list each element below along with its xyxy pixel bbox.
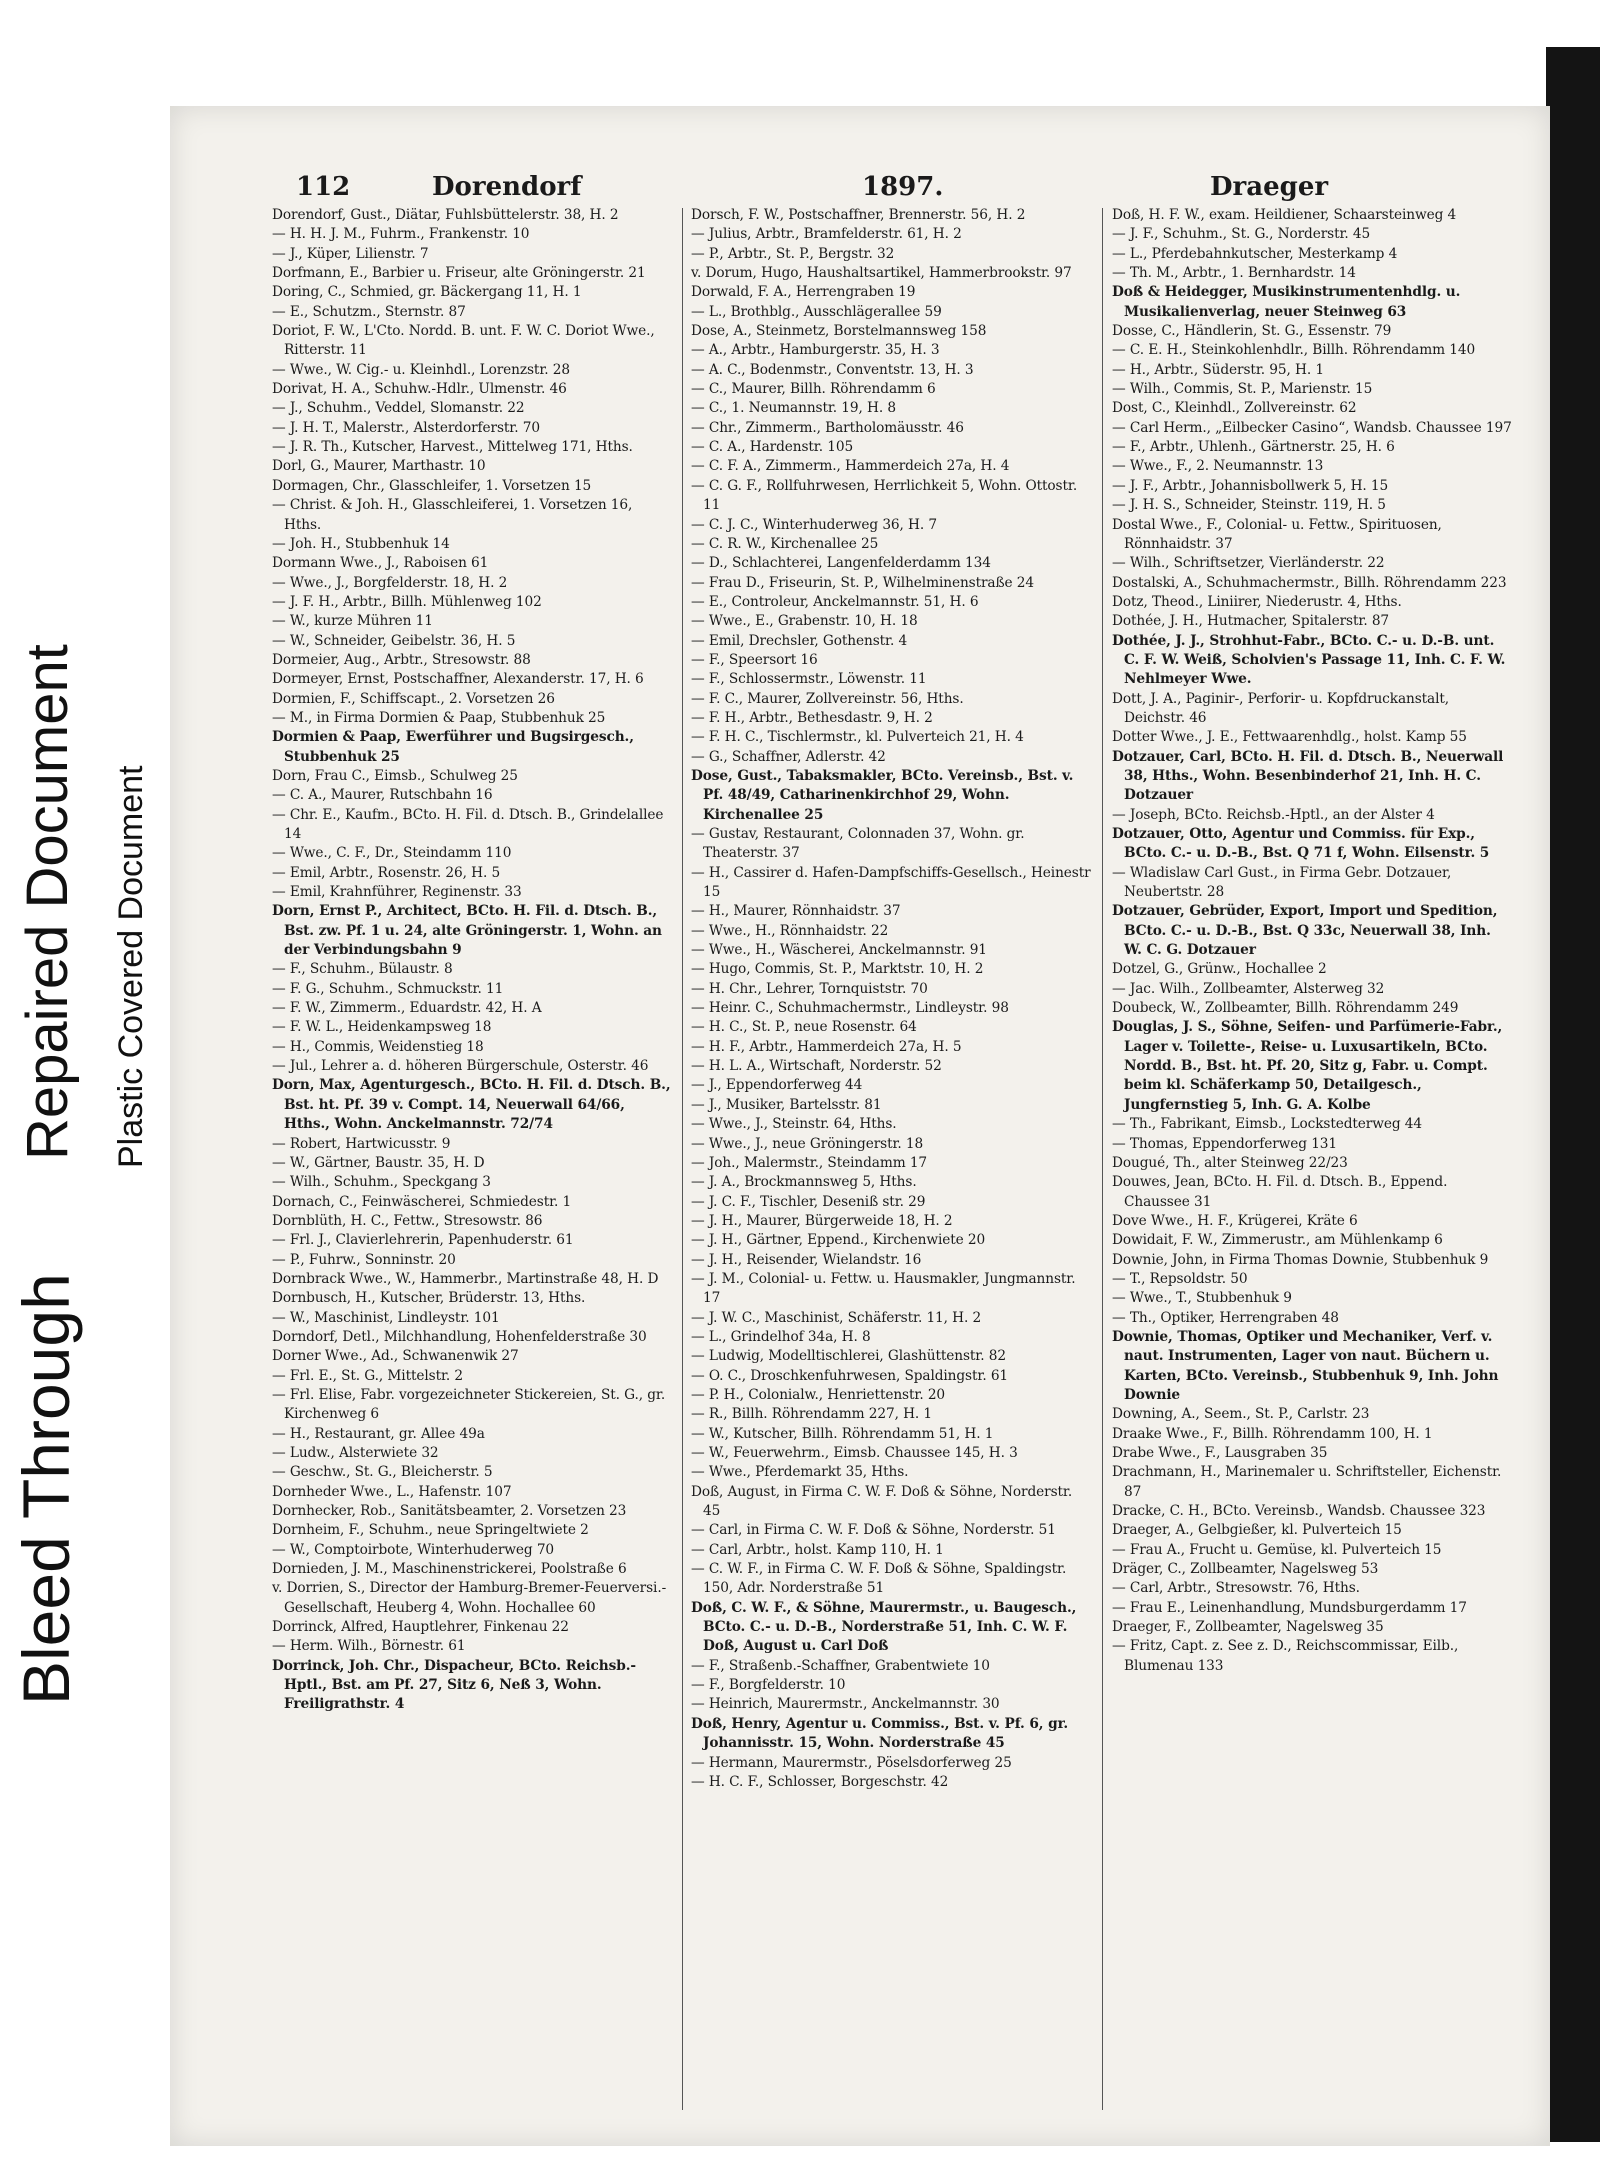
directory-entry: — Wilh., Schriftsetzer, Vierländerstr. 22	[1112, 555, 1385, 572]
directory-entry: — J. H. S., Schneider, Steinstr. 119, H. 5	[1112, 497, 1386, 514]
directory-entry: Dowidait, F. W., Zimmerustr., am Mühlenkamp 6	[1112, 1232, 1443, 1249]
directory-entry: Downie, John, in Firma Thomas Downie, Stubbenhuk 9	[1112, 1251, 1489, 1268]
directory-entry: — Joseph, BCto. Reichsb.-Hptl., an der Alster 4	[1112, 806, 1435, 823]
directory-entry: — C. G. F., Rollfuhrwesen, Herrlichkeit 5, Wohn. Ottostr. 11	[691, 477, 1078, 514]
directory-entry: v. Dorum, Hugo, Haushaltsartikel, Hammerbrookstr. 97	[691, 265, 1072, 282]
directory-entry: Dormeyer, Ernst, Postschaffner, Alexanderstr. 17, H. 6	[272, 671, 644, 688]
running-header	[170, 172, 1550, 206]
directory-entry: — Wwe., F., 2. Neumannstr. 13	[1112, 458, 1324, 475]
column-1	[272, 206, 672, 1715]
directory-entry: — Joh., Malermstr., Steindamm 17	[691, 1154, 928, 1171]
directory-entry: Downing, A., Seem., St. P., Carlstr. 23	[1112, 1406, 1370, 1423]
directory-entry: — C. A., Hardenstr. 105	[691, 439, 854, 456]
directory-entry: — Ludwig, Modelltischlerei, Glashüttenstr. 82	[691, 1348, 1006, 1365]
directory-entry: — J., Musiker, Bartelsstr. 81	[691, 1096, 882, 1113]
directory-entry: — Wwe., J., Steinstr. 64, Hths.	[691, 1116, 897, 1133]
directory-entry: — C. F. A., Zimmerm., Hammerdeich 27a, H. 4	[691, 458, 1010, 475]
directory-entry: Dostal Wwe., F., Colonial- u. Fettw., Spirituosen, Rönnhaidstr. 37	[1112, 516, 1442, 552]
directory-entry: — J. F. H., Arbtr., Billh. Mühlenweg 102	[272, 593, 542, 610]
directory-entry: — F. G., Schuhm., Schmuckstr. 11	[272, 980, 504, 997]
directory-entry: Dorivat, H. A., Schuhw.-Hdlr., Ulmenstr. 46	[272, 381, 567, 398]
directory-entry: — F. W., Zimmerm., Eduardstr. 42, H. A	[272, 1000, 542, 1017]
directory-entry: Downie, Thomas, Optiker und Mechaniker, Verf. v. naut. Instrumenten, Lager von naut. Büchern u. Karten, BCto. Vereinsb., Stubbenhuk 9, Inh. John Downie	[1112, 1328, 1499, 1403]
directory-entry: — Emil, Krahnführer, Reginenstr. 33	[272, 884, 522, 901]
directory-entry: — Christ. & Joh. H., Glasschleiferei, 1. Vorsetzen 16, Hths.	[272, 497, 633, 533]
directory-entry: Dose, Gust., Tabaksmakler, BCto. Vereinsb., Bst. v. Pf. 48/49, Catharinenkirchhof 29, Wohn. Kirchenallee 25	[691, 767, 1074, 823]
directory-entry: Dornbrack Wwe., W., Hammerbr., Martinstraße 48, H. D	[272, 1270, 659, 1287]
directory-entry: — Joh. H., Stubbenhuk 14	[272, 535, 450, 552]
directory-entry: — J. A., Brockmannsweg 5, Hths.	[691, 1174, 917, 1191]
directory-entry: Dost, C., Kleinhdl., Zollvereinstr. 62	[1112, 400, 1357, 417]
directory-page	[170, 106, 1550, 2146]
page-number: 112	[296, 172, 351, 202]
directory-entry: — Wladislaw Carl Gust., in Firma Gebr. Dotzauer, Neubertstr. 28	[1112, 864, 1452, 901]
directory-entry: Dorrinck, Alfred, Hauptlehrer, Finkenau 22	[272, 1619, 569, 1636]
directory-entry: — F., Arbtr., Uhlenh., Gärtnerstr. 25, H. 6	[1112, 439, 1395, 456]
directory-entry: Doring, C., Schmied, gr. Bäckergang 11, H. 1	[272, 284, 582, 301]
directory-entry: — Frl. Elise, Fabr. vorgezeichneter Stickereien, St. G., gr. Kirchenweg 6	[272, 1386, 666, 1423]
directory-entry: — F. H., Arbtr., Bethesdastr. 9, H. 2	[691, 709, 933, 726]
directory-entry: — L., Brothblg., Ausschlägerallee 59	[691, 303, 942, 320]
directory-entry: Dornach, C., Feinwäscherei, Schmiedestr. 1	[272, 1193, 572, 1210]
directory-entry: Drachmann, H., Marinemaler u. Schriftsteller, Eichenstr. 87	[1112, 1464, 1502, 1500]
directory-entry: — Heinrich, Maurermstr., Anckelmannstr. 30	[691, 1696, 1000, 1713]
directory-entry: — Fritz, Capt. z. See z. D., Reichscommissar, Eilb., Blumenau 133	[1112, 1638, 1459, 1674]
year-heading: 1897.	[862, 172, 944, 202]
directory-entry: — H., Commis, Weidenstieg 18	[272, 1038, 484, 1055]
directory-entry: — Hugo, Commis, St. P., Marktstr. 10, H. 2	[691, 961, 984, 978]
directory-entry: — H. H. J. M., Fuhrm., Frankenstr. 10	[272, 226, 530, 243]
column-rule	[1102, 208, 1103, 2110]
directory-entry: — Th., Fabrikant, Eimsb., Lockstedterweg 44	[1112, 1116, 1422, 1133]
directory-entry: — P., Fuhrw., Sonninstr. 20	[272, 1251, 456, 1268]
directory-entry: Dotzauer, Otto, Agentur und Commiss. für Exp., BCto. C.- u. D.-B., Bst. Q 71 f, Wohn. Eilsenstr. 5	[1112, 826, 1490, 862]
directory-entry: — Carl, Arbtr., Stresowstr. 76, Hths.	[1112, 1580, 1360, 1597]
directory-entry: Dothée, J. H., Hutmacher, Spitalerstr. 87	[1112, 613, 1390, 630]
directory-entry: — J. F., Arbtr., Johannisbollwerk 5, H. 15	[1112, 477, 1389, 494]
directory-entry: — J. H., Maurer, Bürgerweide 18, H. 2	[691, 1212, 953, 1229]
directory-entry: Dorner Wwe., Ad., Schwanenwik 27	[272, 1348, 519, 1365]
directory-entry: — Frau D., Friseurin, St. P., Wilhelminenstraße 24	[691, 574, 1035, 591]
directory-entry: — F., Schuhm., Bülaustr. 8	[272, 961, 453, 978]
directory-entry: — Emil, Drechsler, Gothenstr. 4	[691, 632, 908, 649]
directory-entry: — W., Comptoirbote, Winterhuderweg 70	[272, 1541, 555, 1558]
directory-entry: — Carl Herm., „Eilbecker Casino“, Wandsb. Chaussee 197	[1112, 419, 1512, 436]
directory-entry: Dormagen, Chr., Glasschleifer, 1. Vorsetzen 15	[272, 477, 592, 494]
directory-entry: — F., Speersort 16	[691, 651, 818, 668]
directory-entry: Dorwald, F. A., Herrengraben 19	[691, 284, 916, 301]
directory-entry: Dorendorf, Gust., Diätar, Fuhlsbüttelerstr. 38, H. 2	[272, 207, 619, 223]
directory-entry: Doß, C. W. F., & Söhne, Maurermstr., u. Baugesch., BCto. C.- u. D.-B., Norderstraße 51, Inh. C. W. F. Doß, August u. Carl Doß	[691, 1599, 1077, 1655]
directory-entry: — Wwe., E., Grabenstr. 10, H. 18	[691, 613, 918, 630]
directory-entry: Doß, August, in Firma C. W. F. Doß & Söhne, Norderstr. 45	[691, 1483, 1073, 1520]
directory-entry: Douglas, J. S., Söhne, Seifen- und Parfümerie-Fabr., Lager v. Toilette-, Reise- u. Luxusartikeln, BCto. Nordd. B., Bst. ht. Pf. 20, Sitz g, Fabr. u. Compt. beim kl. Schäferkamp 50, Detailgesch., Jungfernstieg 5, Inh. G. A. Kolbe	[1112, 1019, 1503, 1113]
directory-entry: — H., Restaurant, gr. Allee 49a	[272, 1425, 485, 1442]
directory-entry: Dorl, G., Maurer, Marthastr. 10	[272, 458, 486, 475]
directory-entry: — Frl. E., St. G., Mittelstr. 2	[272, 1367, 464, 1384]
directory-entry: Dosse, C., Händlerin, St. G., Essenstr. 79	[1112, 323, 1392, 340]
directory-entry: Dormien & Paap, Ewerführer und Bugsirgesch., Stubbenhuk 25	[272, 729, 634, 765]
directory-entry: — W., Schneider, Geibelstr. 36, H. 5	[272, 632, 516, 649]
directory-entry: — C., Maurer, Billh. Röhrendamm 6	[691, 381, 936, 398]
directory-entry: Douwes, Jean, BCto. H. Fil. d. Dtsch. B., Eppend. Chaussee 31	[1112, 1174, 1448, 1210]
directory-entry: Dotzauer, Carl, BCto. H. Fil. d. Dtsch. B., Neuerwall 38, Hths., Wohn. Besenbinderhof 21, Inh. H. C. Dotzauer	[1112, 748, 1504, 804]
directory-entry: — Herm. Wilh., Börnestr. 61	[272, 1638, 466, 1655]
directory-entry: — Frl. J., Clavierlehrerin, Papenhuderstr. 61	[272, 1232, 574, 1249]
directory-entry: — H., Maurer, Rönnhaidstr. 37	[691, 903, 901, 920]
directory-entry: — C. R. W., Kirchenallee 25	[691, 535, 879, 552]
directory-entry: — H. Chr., Lehrer, Tornquiststr. 70	[691, 980, 928, 997]
directory-entry: — D., Schlachterei, Langenfelderdamm 134	[691, 555, 991, 572]
directory-entry: — A. C., Bodenmstr., Conventstr. 13, H. 3	[691, 361, 974, 378]
directory-entry: — W., Gärtner, Baustr. 35, H. D	[272, 1154, 485, 1171]
directory-entry: — W., Maschinist, Lindleystr. 101	[272, 1309, 500, 1326]
directory-entry: — F. W. L., Heidenkampsweg 18	[272, 1019, 492, 1036]
directory-entry: Dorn, Ernst P., Architect, BCto. H. Fil. d. Dtsch. B., Bst. zw. Pf. 1 u. 24, alte Gröningerstr. 1, Wohn. an der Verbindungsbahn 9	[272, 903, 662, 959]
directory-entry: — L., Grindelhof 34a, H. 8	[691, 1328, 871, 1345]
directory-entry: — Th. M., Arbtr., 1. Bernhardstr. 14	[1112, 265, 1356, 282]
directory-entry: Doß, Henry, Agentur u. Commiss., Bst. v. Pf. 6, gr. Johannisstr. 15, Wohn. Norderstraße 45	[691, 1715, 1069, 1752]
directory-entry: Dorsch, F. W., Postschaffner, Brennerstr. 56, H. 2	[691, 207, 1026, 223]
directory-entry: Dornieden, J. M., Maschinenstrickerei, Poolstraße 6	[272, 1561, 627, 1578]
directory-entry: — J. R. Th., Kutscher, Harvest., Mittelweg 171, Hths.	[272, 439, 633, 456]
directory-entry: — Carl, in Firma C. W. F. Doß & Söhne, Norderstr. 51	[691, 1522, 1056, 1539]
directory-entry: Dove Wwe., H. F., Krügerei, Kräte 6	[1112, 1212, 1358, 1229]
directory-entry: Doubeck, W., Zollbeamter, Billh. Röhrendamm 249	[1112, 1000, 1459, 1017]
directory-entry: — J., Eppendorferweg 44	[691, 1077, 863, 1094]
directory-entry: — Emil, Arbtr., Rosenstr. 26, H. 5	[272, 864, 501, 881]
directory-entry: — Jac. Wilh., Zollbeamter, Alsterweg 32	[1112, 980, 1385, 997]
directory-entry: Dormann Wwe., J., Raboisen 61	[272, 555, 489, 572]
bleed-through-label: Bleed Through	[9, 1273, 83, 1705]
directory-entry: — J. H. T., Malerstr., Alsterdorferstr. 70	[272, 419, 540, 436]
directory-entry: — M., in Firma Dormien & Paap, Stubbenhuk 25	[272, 709, 606, 726]
directory-entry: — Julius, Arbtr., Bramfelderstr. 61, H. 2	[691, 226, 962, 243]
directory-entry: — F., Straßenb.-Schaffner, Grabentwiete 10	[691, 1657, 990, 1674]
directory-entry: — J. W. C., Maschinist, Schäferstr. 11, H. 2	[691, 1309, 982, 1326]
directory-entry: — Wwe., T., Stubbenhuk 9	[1112, 1290, 1292, 1307]
directory-entry: — H., Cassirer d. Hafen-Dampfschiffs-Gesellsch., Heinestr 15	[691, 864, 1091, 901]
directory-entry: Dorfmann, E., Barbier u. Friseur, alte Gröningerstr. 21	[272, 265, 646, 282]
directory-entry: Dracke, C. H., BCto. Vereinsb., Wandsb. Chaussee 323	[1112, 1503, 1486, 1520]
directory-entry: — F. H. C., Tischlermstr., kl. Pulverteich 21, H. 4	[691, 729, 1024, 746]
directory-entry: Dornbusch, H., Kutscher, Brüderstr. 13, Hths.	[272, 1290, 586, 1307]
directory-entry: — F., Schlossermstr., Löwenstr. 11	[691, 671, 927, 688]
directory-entry: — F., Borgfelderstr. 10	[691, 1677, 846, 1694]
directory-entry: Dornblüth, H. C., Fettw., Stresowstr. 86	[272, 1212, 543, 1229]
directory-entry: Doß, H. F. W., exam. Heildiener, Schaarsteinweg 4	[1112, 207, 1457, 223]
directory-entry: — Wwe., W. Cig.- u. Kleinhdl., Lorenzstr. 28	[272, 361, 570, 378]
directory-entry: — J., Küper, Lilienstr. 7	[272, 245, 429, 262]
directory-entry: — Carl, Arbtr., holst. Kamp 110, H. 1	[691, 1541, 944, 1558]
directory-entry: Dotter Wwe., J. E., Fettwaarenhdlg., holst. Kamp 55	[1112, 729, 1467, 746]
directory-entry: — A., Arbtr., Hamburgerstr. 35, H. 3	[691, 342, 940, 359]
column-3	[1112, 206, 1512, 1676]
directory-entry: — P., Arbtr., St. P., Bergstr. 32	[691, 245, 895, 262]
directory-entry: — Gustav, Restaurant, Colonnaden 37, Wohn. gr. Theaterstr. 37	[691, 826, 1025, 862]
directory-entry: — W., Feuerwehrm., Eimsb. Chaussee 145, H. 3	[691, 1445, 1018, 1461]
directory-entry: Dormeier, Aug., Arbtr., Stresowstr. 88	[272, 651, 531, 668]
directory-entry: — Wwe., J., neue Gröningerstr. 18	[691, 1135, 924, 1152]
directory-entry: Dornheder Wwe., L., Hafenstr. 107	[272, 1483, 512, 1500]
left-catchword: Dorendorf	[432, 172, 582, 202]
directory-entry: — H. C. F., Schlosser, Borgeschstr. 42	[691, 1773, 949, 1790]
directory-entry: Dostalski, A., Schuhmachermstr., Billh. Röhrendamm 223	[1112, 574, 1507, 591]
directory-entry: — C., 1. Neumannstr. 19, H. 8	[691, 400, 896, 417]
plastic-covered-label: Plastic Covered Document	[112, 765, 150, 1168]
directory-entry: — J. M., Colonial- u. Fettw. u. Hausmakler, Jungmannstr. 17	[691, 1270, 1076, 1307]
directory-entry: — Geschw., St. G., Bleicherstr. 5	[272, 1464, 493, 1481]
directory-entry: — Wilh., Schuhm., Speckgang 3	[272, 1174, 491, 1191]
directory-entry: — H. C., St. P., neue Rosenstr. 64	[691, 1019, 917, 1036]
directory-entry: — Ludw., Alsterwiete 32	[272, 1445, 439, 1461]
directory-entry: Doriot, F. W., L'Cto. Nordd. B. unt. F. W. C. Doriot Wwe., Ritterstr. 11	[272, 323, 655, 359]
column-rule	[682, 208, 683, 2110]
column-2	[691, 206, 1091, 1792]
directory-entry: — C. W. F., in Firma C. W. F. Doß & Söhne, Spaldingstr. 150, Adr. Norderstraße 51	[691, 1561, 1067, 1597]
directory-entry: — Hermann, Maurermstr., Pöselsdorferweg 25	[691, 1754, 1012, 1771]
directory-entry: — G., Schaffner, Adlerstr. 42	[691, 748, 886, 765]
directory-entry: — J. C. F., Tischler, Deseniß str. 29	[691, 1193, 926, 1210]
directory-entry: Dorrinck, Joh. Chr., Dispacheur, BCto. Reichsb.-Hptl., Bst. am Pf. 27, Sitz 6, Neß 3, Wohn. Freiligrathstr. 4	[272, 1657, 636, 1713]
repaired-document-label: Repaired Document	[15, 644, 80, 1160]
directory-entry: — Thomas, Eppendorferweg 131	[1112, 1135, 1338, 1152]
directory-entry: — E., Schutzm., Sternstr. 87	[272, 303, 466, 320]
directory-entry: — Wwe., Pferdemarkt 35, Hths.	[691, 1464, 909, 1481]
directory-entry: Dornheim, F., Schuhm., neue Springeltwiete 2	[272, 1522, 589, 1539]
directory-entry: — J., Schuhm., Veddel, Slomanstr. 22	[272, 400, 525, 417]
directory-entry: — Frau A., Frucht u. Gemüse, kl. Pulverteich 15	[1112, 1541, 1442, 1558]
directory-entry: — O. C., Droschkenfuhrwesen, Spaldingstr. 61	[691, 1367, 1009, 1384]
directory-entry: Dornhecker, Rob., Sanitätsbeamter, 2. Vorsetzen 23	[272, 1503, 627, 1520]
directory-entry: — Jul., Lehrer a. d. höheren Bürgerschule, Osterstr. 46	[272, 1058, 649, 1075]
directory-entry: Dorn, Frau C., Eimsb., Schulweg 25	[272, 767, 518, 784]
directory-entry: — Frau E., Leinenhandlung, Mundsburgerdamm 17	[1112, 1599, 1467, 1616]
directory-entry: Dorn, Max, Agenturgesch., BCto. H. Fil. d. Dtsch. B., Bst. ht. Pf. 39 v. Compt. 14, Neuerwall 64/66, Hths., Wohn. Anckelmannstr. 72/74	[272, 1077, 671, 1133]
directory-entry: — Chr. E., Kaufm., BCto. H. Fil. d. Dtsch. B., Grindelallee 14	[272, 806, 664, 842]
directory-entry: — W., Kutscher, Billh. Röhrendamm 51, H. 1	[691, 1425, 994, 1442]
directory-entry: — F. C., Maurer, Zollvereinstr. 56, Hths.	[691, 690, 964, 707]
directory-entry: — H. F., Arbtr., Hammerdeich 27a, H. 5	[691, 1038, 962, 1055]
directory-entry: — H. L. A., Wirtschaft, Norderstr. 52	[691, 1058, 942, 1075]
directory-entry: — C. E. H., Steinkohlenhdlr., Billh. Röhrendamm 140	[1112, 342, 1476, 359]
directory-entry: — P. H., Colonialw., Henriettenstr. 20	[691, 1386, 946, 1403]
directory-entry: Draeger, F., Zollbeamter, Nagelsweg 35	[1112, 1619, 1384, 1636]
directory-entry: — J. H., Reisender, Wielandstr. 16	[691, 1251, 922, 1268]
directory-entry: — H., Arbtr., Süderstr. 95, H. 1	[1112, 361, 1324, 378]
directory-entry: — W., kurze Mühren 11	[272, 613, 433, 630]
directory-entry: — Wwe., H., Wäscherei, Anckelmannstr. 91	[691, 942, 987, 959]
directory-entry: — Wilh., Commis, St. P., Marienstr. 15	[1112, 381, 1373, 398]
directory-entry: Dormien, F., Schiffscapt., 2. Vorsetzen 26	[272, 690, 555, 707]
directory-entry: Dott, J. A., Paginir-, Perforir- u. Kopfdruckanstalt, Deichstr. 46	[1112, 690, 1450, 726]
directory-entry: v. Dorrien, S., Director der Hamburg-Bremer-Feuerversi.-Gesellschaft, Heuberg 4, Wohn. Hochallee 60	[272, 1580, 667, 1616]
scan-dark-edge	[1546, 47, 1600, 2142]
directory-entry: — Chr., Zimmerm., Bartholomäusstr. 46	[691, 419, 964, 436]
directory-entry: — Th., Optiker, Herrengraben 48	[1112, 1309, 1339, 1326]
directory-entry: Dotzel, G., Grünw., Hochallee 2	[1112, 961, 1327, 978]
directory-entry: — R., Billh. Röhrendamm 227, H. 1	[691, 1406, 933, 1423]
directory-entry: — C. A., Maurer, Rutschbahn 16	[272, 787, 493, 804]
directory-entry: — C. J. C., Winterhuderweg 36, H. 7	[691, 516, 937, 533]
directory-entry: Draeger, A., Gelbgießer, kl. Pulverteich 15	[1112, 1522, 1402, 1539]
directory-entry: — T., Repsoldstr. 50	[1112, 1270, 1248, 1287]
directory-entry: — Heinr. C., Schuhmachermstr., Lindleystr. 98	[691, 1000, 1009, 1017]
directory-entry: Dotz, Theod., Liniirer, Niederustr. 4, Hths.	[1112, 593, 1402, 610]
directory-entry: — Wwe., H., Rönnhaidstr. 22	[691, 922, 889, 939]
directory-entry: Dothée, J. J., Strohhut-Fabr., BCto. C.- u. D.-B. unt. C. F. W. Weiß, Scholvien's Passage 11, Inh. C. F. W. Nehlmeyer Wwe.	[1112, 632, 1506, 688]
directory-entry: Draake Wwe., F., Billh. Röhrendamm 100, H. 1	[1112, 1425, 1433, 1442]
directory-entry: Dougué, Th., alter Steinweg 22/23	[1112, 1154, 1348, 1171]
directory-entry: Dräger, C., Zollbeamter, Nagelsweg 53	[1112, 1561, 1379, 1578]
directory-entry: Dose, A., Steinmetz, Borstelmannsweg 158	[691, 323, 987, 340]
directory-entry: Dorndorf, Detl., Milchhandlung, Hohenfelderstraße 30	[272, 1328, 647, 1345]
directory-entry: Doß & Heidegger, Musikinstrumentenhdlg. u. Musikalienverlag, neuer Steinweg 63	[1112, 284, 1461, 320]
directory-entry: — Wwe., C. F., Dr., Steindamm 110	[272, 845, 512, 862]
directory-entry: Dotzauer, Gebrüder, Export, Import und Spedition, BCto. C.- u. D.-B., Bst. Q 33c, Neuerwall 38, Inh. W. C. G. Dotzauer	[1112, 903, 1498, 959]
directory-entry: — E., Controleur, Anckelmannstr. 51, H. 6	[691, 593, 979, 610]
right-catchword: Draeger	[1210, 172, 1329, 202]
directory-entry: — J. H., Gärtner, Eppend., Kirchenwiete 20	[691, 1232, 986, 1249]
directory-entry: — Wwe., J., Borgfelderstr. 18, H. 2	[272, 574, 508, 591]
directory-entry: — L., Pferdebahnkutscher, Mesterkamp 4	[1112, 245, 1398, 262]
directory-entry: — J. F., Schuhm., St. G., Norderstr. 45	[1112, 226, 1371, 243]
directory-entry: — Robert, Hartwicusstr. 9	[272, 1135, 451, 1152]
directory-entry: Drabe Wwe., F., Lausgraben 35	[1112, 1445, 1328, 1461]
